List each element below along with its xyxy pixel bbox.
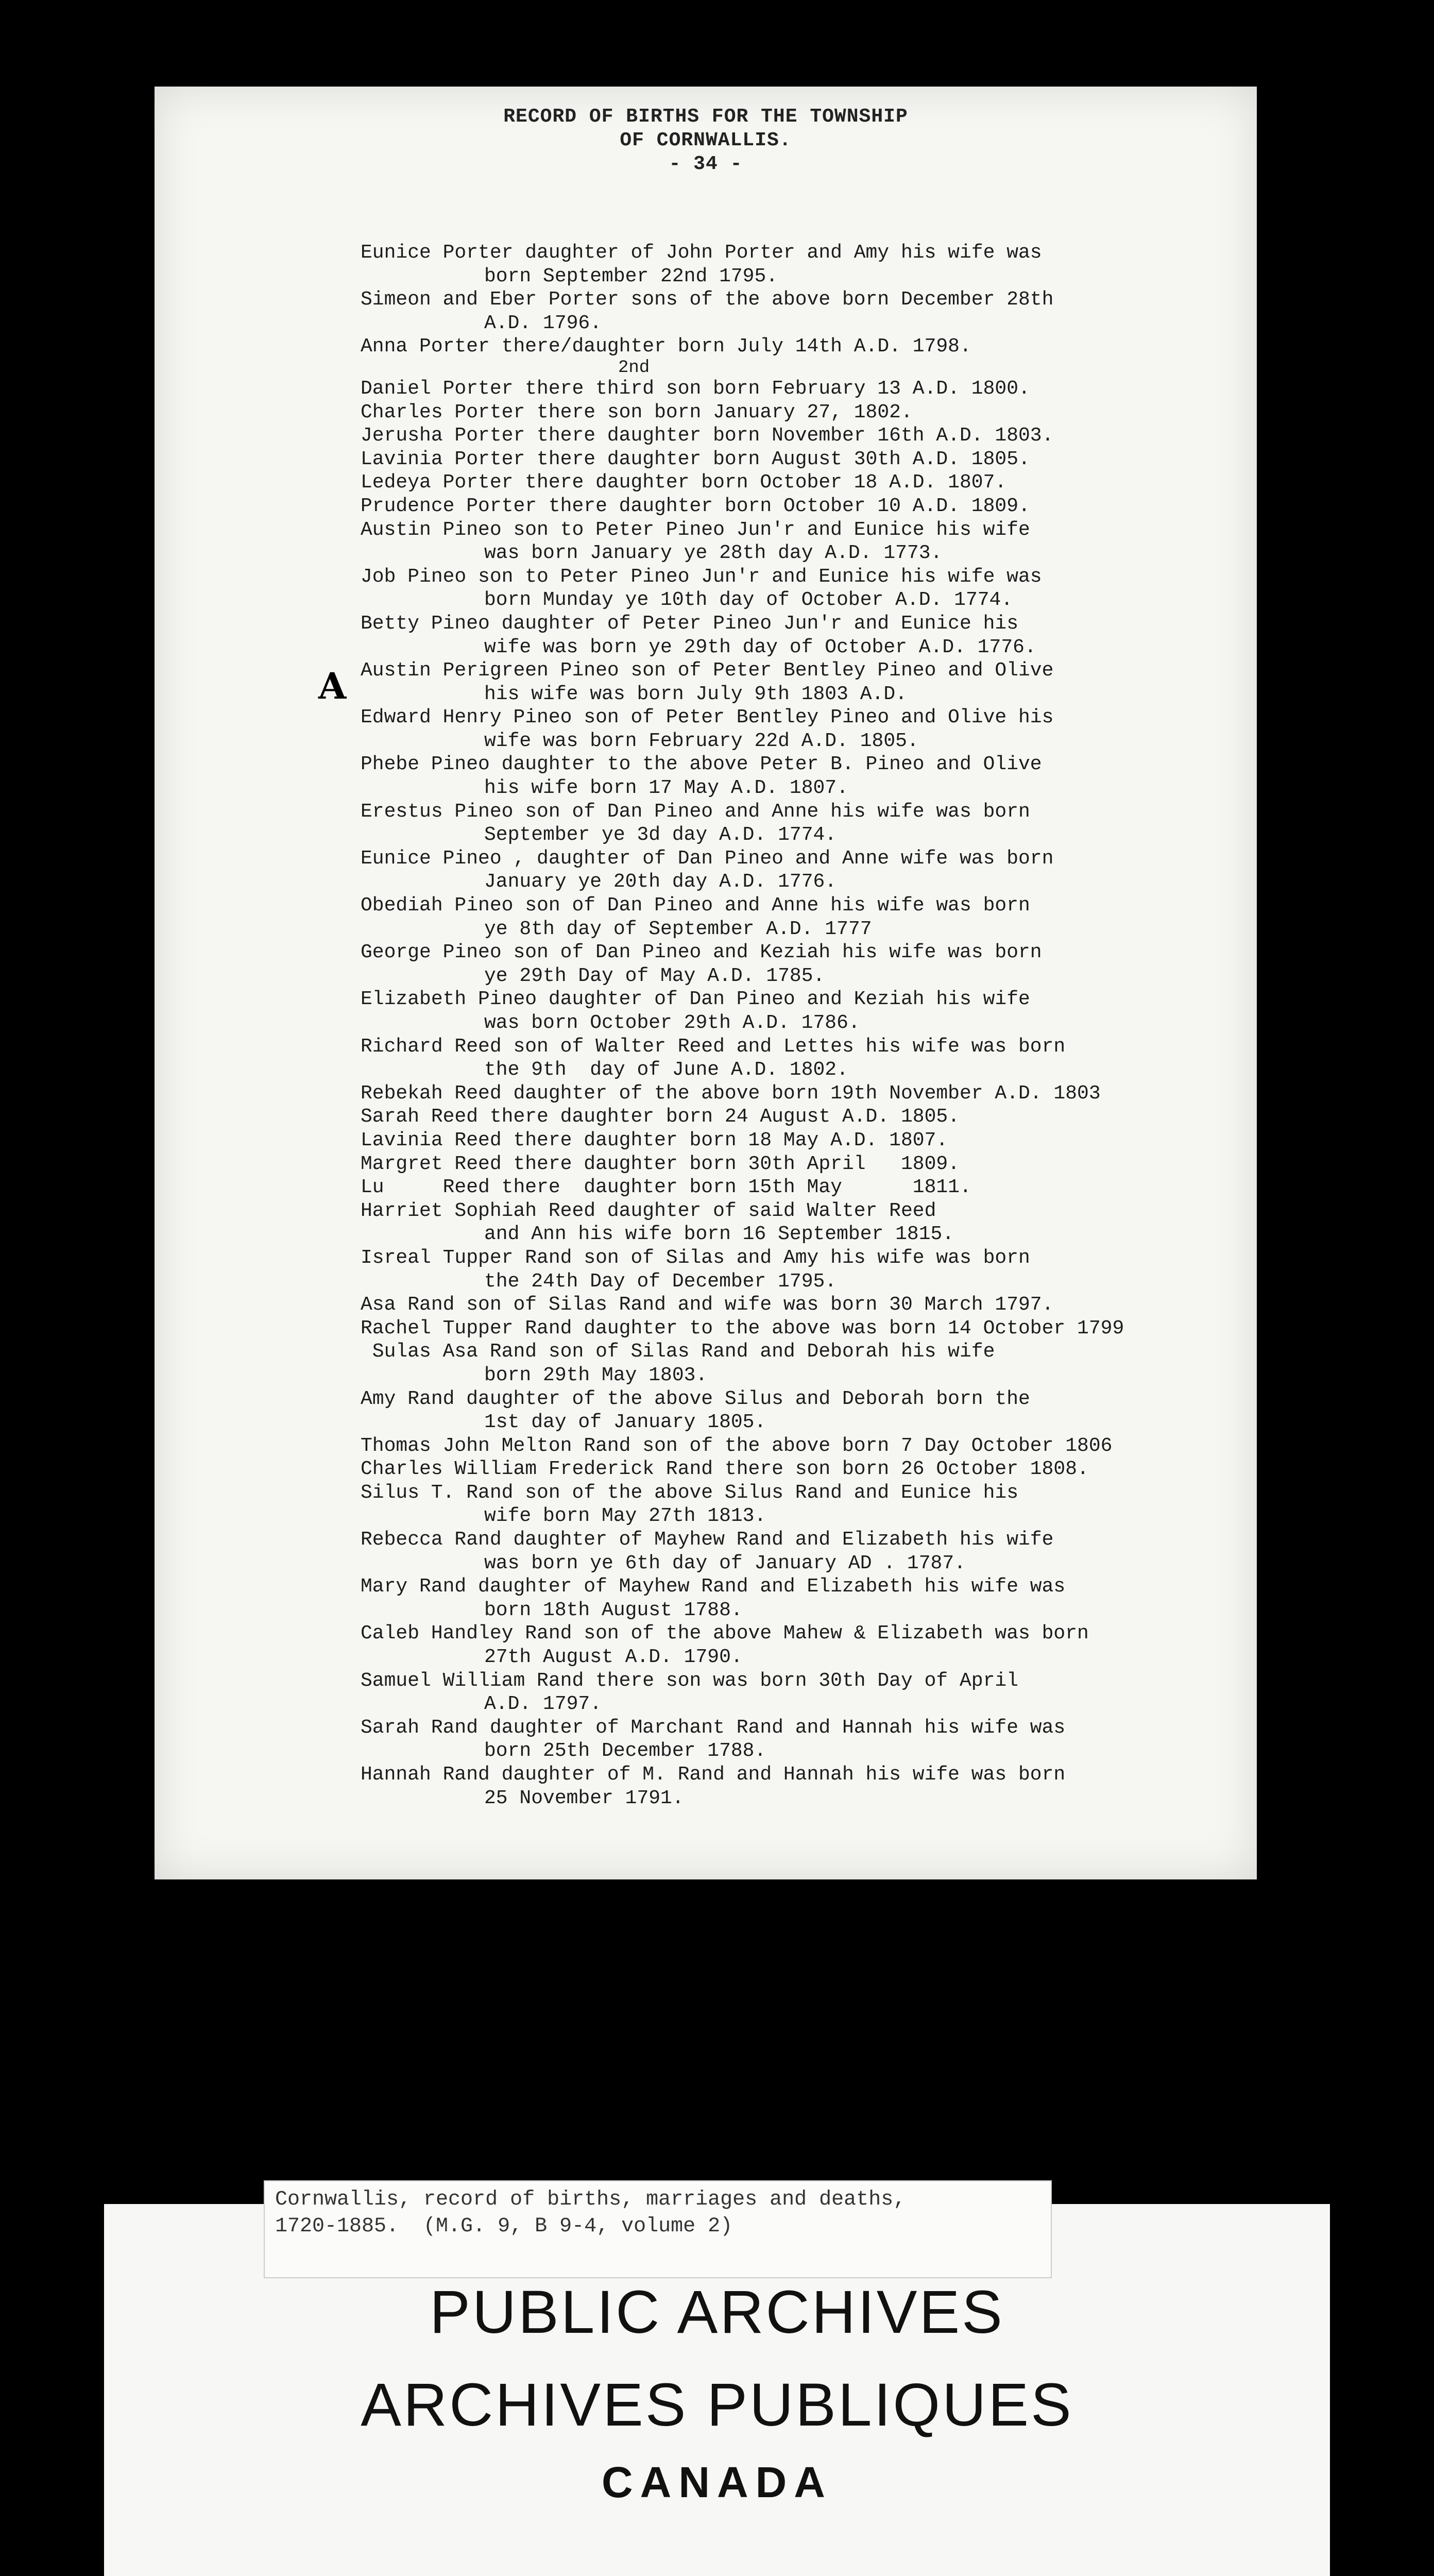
entry-line: Asa Rand son of Silas Rand and wife was born 30 March 1797. xyxy=(361,1294,1054,1316)
entry-line: Lavinia Reed there daughter born 18 May A.D. 1807. xyxy=(361,1129,948,1151)
entry-line: Austin Pineo son to Peter Pineo Jun'r and Eunice his wife xyxy=(361,518,1030,541)
entry-line: Harriet Sophiah Reed daughter of said Walter Reed xyxy=(361,1199,936,1222)
entry-line: Eunice Pineo , daughter of Dan Pineo and Anne wife was born xyxy=(361,847,1054,870)
entry-line: wife was born February 22d A.D. 1805. xyxy=(484,730,919,752)
entry-line: 2nd xyxy=(618,358,650,378)
caption-line: 1720-1885. (M.G. 9, B 9-4, volume 2) xyxy=(275,2215,733,2238)
entry-line: Sulas Asa Rand son of Silas Rand and Deborah his wife xyxy=(361,1341,995,1363)
entry-line: Obediah Pineo son of Dan Pineo and Anne his wife was born xyxy=(361,894,1030,917)
birth-entries xyxy=(361,241,1247,1810)
entry-line: Isreal Tupper Rand son of Silas and Amy his wife was born xyxy=(361,1246,1030,1269)
page-header xyxy=(155,105,1257,176)
record-page xyxy=(155,87,1257,1879)
entry-line: his wife was born July 9th 1803 A.D. xyxy=(484,683,907,705)
entry-line: Mary Rand daughter of Mayhew Rand and Elizabeth his wife was xyxy=(361,1575,1066,1598)
entry-line: Daniel Porter there third son born February 13 A.D. 1800. xyxy=(361,377,1030,400)
entry-line: was born ye 6th day of January AD . 1787. xyxy=(484,1552,966,1574)
entry-line: George Pineo son of Dan Pineo and Keziah his wife was born xyxy=(361,941,1042,964)
entry-line: 1st day of January 1805. xyxy=(484,1411,766,1434)
entry-line: Rachel Tupper Rand daughter to the above was born 14 October 1799 xyxy=(361,1317,1124,1340)
entry-line: Ledeya Porter there daughter born October 18 A.D. 1807. xyxy=(361,471,1007,494)
entry-line: Charles William Frederick Rand there son born 26 October 1808. xyxy=(361,1458,1089,1481)
entry-line: Sarah Reed there daughter born 24 August A.D. 1805. xyxy=(361,1106,960,1128)
entry-line: Richard Reed son of Walter Reed and Lettes his wife was born xyxy=(361,1035,1066,1058)
entry-line: ye 8th day of September A.D. 1777 xyxy=(484,918,872,940)
entry-line: Amy Rand daughter of the above Silus and Deborah born the xyxy=(361,1387,1030,1410)
entry-line: Hannah Rand daughter of M. Rand and Hannah his wife was born xyxy=(361,1764,1066,1786)
entry-line: born September 22nd 1795. xyxy=(484,265,778,287)
caption-line: Cornwallis, record of births, marriages and deaths, xyxy=(275,2188,906,2211)
entry-line: January ye 20th day A.D. 1776. xyxy=(484,871,837,893)
entry-line: Samuel William Rand there son was born 30th Day of April xyxy=(361,1669,1019,1692)
entry-line: Phebe Pineo daughter to the above Peter B. Pineo and Olive xyxy=(361,753,1042,776)
entry-line: Edward Henry Pineo son of Peter Bentley Pineo and Olive his xyxy=(361,706,1054,729)
entry-line: A.D. 1796. xyxy=(484,312,602,334)
archive-caption xyxy=(264,2180,1052,2278)
page-number: - 34 - xyxy=(669,153,743,175)
archive-country: CANADA xyxy=(602,2458,832,2506)
entry-line: Anna Porter there/daughter born July 14th A.D. 1798. xyxy=(361,335,971,358)
entry-line: Prudence Porter there daughter born October 10 A.D. 1809. xyxy=(361,495,1030,517)
entry-line: 27th August A.D. 1790. xyxy=(484,1646,743,1669)
entry-line: wife born May 27th 1813. xyxy=(484,1505,766,1528)
entry-line: Erestus Pineo son of Dan Pineo and Anne his wife was born xyxy=(361,800,1030,823)
entry-line: A.D. 1797. xyxy=(484,1693,602,1716)
entry-line: Rebekah Reed daughter of the above born 19th November A.D. 1803 xyxy=(361,1082,1101,1105)
header-title: RECORD OF BIRTHS FOR THE TOWNSHIP xyxy=(503,106,908,128)
entry-line: born Munday ye 10th day of October A.D. 1774. xyxy=(484,589,1013,612)
entry-line: Job Pineo son to Peter Pineo Jun'r and Eunice his wife was xyxy=(361,565,1042,588)
entry-line: the 9th day of June A.D. 1802. xyxy=(484,1059,848,1081)
entry-line: Lavinia Porter there daughter born August 30th A.D. 1805. xyxy=(361,448,1030,470)
entry-line: 25 November 1791. xyxy=(484,1787,684,1809)
entry-line: his wife born 17 May A.D. 1807. xyxy=(484,777,848,800)
entry-line: ye 29th Day of May A.D. 1785. xyxy=(484,964,825,987)
entry-line: Caleb Handley Rand son of the above Mahew & Elizabeth was born xyxy=(361,1622,1089,1645)
entry-line: born 18th August 1788. xyxy=(484,1599,743,1621)
entry-line: Austin Perigreen Pineo son of Peter Bentley Pineo and Olive xyxy=(361,659,1054,682)
entry-line: Silus T. Rand son of the above Silus Rand and Eunice his xyxy=(361,1481,1019,1504)
entry-line: Elizabeth Pineo daughter of Dan Pineo and Keziah his wife xyxy=(361,988,1030,1011)
archive-name-french: ARCHIVES PUBLIQUES xyxy=(361,2371,1073,2439)
entry-line: was born January ye 28th day A.D. 1773. xyxy=(484,542,943,565)
header-subtitle: OF CORNWALLIS. xyxy=(620,129,792,151)
entry-line: Eunice Porter daughter of John Porter and Amy his wife was xyxy=(361,242,1042,264)
entry-line: Margret Reed there daughter born 30th April 1809. xyxy=(361,1153,960,1175)
margin-mark: A xyxy=(318,665,347,707)
entry-line: Betty Pineo daughter of Peter Pineo Jun'r and Eunice his xyxy=(361,612,1019,635)
entry-line: Thomas John Melton Rand son of the above born 7 Day October 1806 xyxy=(361,1434,1113,1457)
entry-line: September ye 3d day A.D. 1774. xyxy=(484,824,837,846)
entry-line: born 25th December 1788. xyxy=(484,1740,766,1762)
entry-line: Lu Reed there daughter born 15th May 1811. xyxy=(361,1176,971,1199)
entry-line: Jerusha Porter there daughter born November 16th A.D. 1803. xyxy=(361,425,1054,447)
entry-line: and Ann his wife born 16 September 1815. xyxy=(484,1223,954,1246)
entry-line: Simeon and Eber Porter sons of the above born December 28th xyxy=(361,289,1054,311)
archive-name-english: PUBLIC ARCHIVES xyxy=(430,2278,1004,2346)
entry-line: the 24th Day of December 1795. xyxy=(484,1270,837,1293)
entry-line: wife was born ye 29th day of October A.D. 1776. xyxy=(484,636,1036,658)
entry-line: born 29th May 1803. xyxy=(484,1364,708,1386)
entry-line: was born October 29th A.D. 1786. xyxy=(484,1012,860,1034)
entry-line: Sarah Rand daughter of Marchant Rand and Hannah his wife was xyxy=(361,1716,1066,1739)
entry-line: Charles Porter there son born January 27, 1802. xyxy=(361,401,913,423)
entry-line: Rebecca Rand daughter of Mayhew Rand and Elizabeth his wife xyxy=(361,1529,1054,1551)
